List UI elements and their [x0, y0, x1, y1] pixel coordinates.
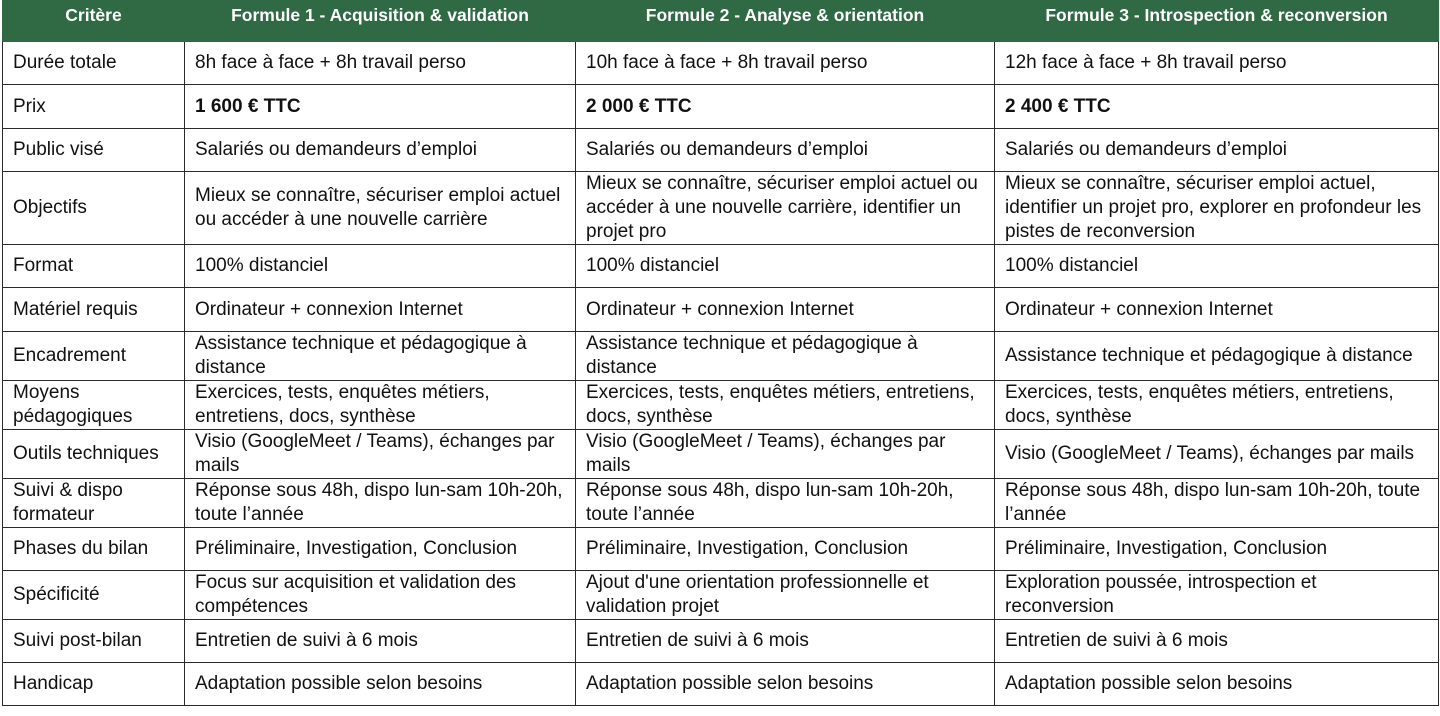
cell-formule-1: Préliminaire, Investigation, Conclusion [185, 528, 576, 571]
header-formule-1: Formule 1 - Acquisition & validation [185, 0, 576, 36]
cell-formule-2: Réponse sous 48h, dispo lun-sam 10h-20h, toute l’année [576, 479, 995, 528]
cell-formule-1: Focus sur acquisition et validation des compétences [185, 571, 576, 620]
cell-formule-1: Entretien de suivi à 6 mois [185, 620, 576, 663]
cell-formule-3: Exploration poussée, introspection et reconversion [995, 571, 1439, 620]
cell-formule-3: Visio (GoogleMeet / Teams), échanges par mails [995, 430, 1439, 479]
price-formule-1: 1 600 € TTC [185, 85, 576, 129]
row-label: Suivi post-bilan [3, 620, 185, 663]
cell-formule-1: Adaptation possible selon besoins [185, 663, 576, 706]
cell-formule-3: Préliminaire, Investigation, Conclusion [995, 528, 1439, 571]
row-label: Durée totale [3, 36, 185, 85]
row-label: Phases du bilan [3, 528, 185, 571]
row-label: Moyens pédagogiques [3, 381, 185, 430]
header-row [3, 0, 1439, 36]
table-row-duree [3, 36, 1439, 85]
cell-formule-1: Salariés ou demandeurs d’emploi [185, 129, 576, 172]
table-row-suivi-dispo [3, 479, 1439, 528]
row-label: Public visé [3, 129, 185, 172]
table-row-public [3, 129, 1439, 172]
cell-formule-1: Réponse sous 48h, dispo lun-sam 10h-20h, toute l’année [185, 479, 576, 528]
cell-formule-1: Visio (GoogleMeet / Teams), échanges par mails [185, 430, 576, 479]
row-label: Objectifs [3, 172, 185, 245]
cell-formule-2: Ordinateur + connexion Internet [576, 288, 995, 332]
cell-formule-3: Entretien de suivi à 6 mois [995, 620, 1439, 663]
cell-formule-1: Ordinateur + connexion Internet [185, 288, 576, 332]
table-row-materiel [3, 288, 1439, 332]
cell-formule-2: 10h face à face + 8h travail perso [576, 36, 995, 85]
row-label: Outils techniques [3, 430, 185, 479]
header-formule-2: Formule 2 - Analyse & orientation [576, 0, 995, 36]
row-label: Format [3, 245, 185, 288]
cell-formule-2: Salariés ou demandeurs d’emploi [576, 129, 995, 172]
table-row-phases [3, 528, 1439, 571]
cell-formule-2: Exercices, tests, enquêtes métiers, entretiens, docs, synthèse [576, 381, 995, 430]
cell-formule-3: Adaptation possible selon besoins [995, 663, 1439, 706]
table-row-prix [3, 85, 1439, 129]
cell-formule-3: 100% distanciel [995, 245, 1439, 288]
cell-formule-2: Adaptation possible selon besoins [576, 663, 995, 706]
table-row-handicap [3, 663, 1439, 706]
header-critere: Critère [3, 0, 185, 36]
table-row-encadrement [3, 332, 1439, 381]
row-label: Spécificité [3, 571, 185, 620]
price-formule-2: 2 000 € TTC [576, 85, 995, 129]
cell-formule-1: Exercices, tests, enquêtes métiers, entretiens, docs, synthèse [185, 381, 576, 430]
cell-formule-2: 100% distanciel [576, 245, 995, 288]
price-formule-3: 2 400 € TTC [995, 85, 1439, 129]
table-row-objectifs [3, 172, 1439, 245]
row-label: Handicap [3, 663, 185, 706]
table-row-specificite [3, 571, 1439, 620]
table-row-outils [3, 430, 1439, 479]
cell-formule-3: Assistance technique et pédagogique à distance [995, 332, 1439, 381]
comparison-table [2, 0, 1439, 706]
cell-formule-1: Mieux se connaître, sécuriser emploi actuel ou accéder à une nouvelle carrière [185, 172, 576, 245]
row-label: Matériel requis [3, 288, 185, 332]
cell-formule-2: Visio (GoogleMeet / Teams), échanges par mails [576, 430, 995, 479]
cell-formule-3: Exercices, tests, enquêtes métiers, entretiens, docs, synthèse [995, 381, 1439, 430]
table-body [3, 36, 1439, 706]
cell-formule-1: 8h face à face + 8h travail perso [185, 36, 576, 85]
table-row-format [3, 245, 1439, 288]
cell-formule-3: Mieux se connaître, sécuriser emploi actuel, identifier un projet pro, explorer en profondeur les pistes de reconversion [995, 172, 1439, 245]
cell-formule-2: Mieux se connaître, sécuriser emploi actuel ou accéder à une nouvelle carrière, identifier un projet pro [576, 172, 995, 245]
cell-formule-2: Entretien de suivi à 6 mois [576, 620, 995, 663]
cell-formule-3: 12h face à face + 8h travail perso [995, 36, 1439, 85]
table-row-moyens [3, 381, 1439, 430]
cell-formule-3: Salariés ou demandeurs d’emploi [995, 129, 1439, 172]
cell-formule-2: Assistance technique et pédagogique à distance [576, 332, 995, 381]
cell-formule-3: Ordinateur + connexion Internet [995, 288, 1439, 332]
table-row-suivi-post-bilan [3, 620, 1439, 663]
cell-formule-2: Préliminaire, Investigation, Conclusion [576, 528, 995, 571]
row-label: Encadrement [3, 332, 185, 381]
row-label: Suivi & dispo formateur [3, 479, 185, 528]
cell-formule-1: Assistance technique et pédagogique à distance [185, 332, 576, 381]
row-label: Prix [3, 85, 185, 129]
comparison-table-container [2, 0, 1438, 706]
cell-formule-3: Réponse sous 48h, dispo lun-sam 10h-20h, toute l’année [995, 479, 1439, 528]
header-formule-3: Formule 3 - Introspection & reconversion [995, 0, 1439, 36]
cell-formule-2: Ajout d'une orientation professionnelle et validation projet [576, 571, 995, 620]
cell-formule-1: 100% distanciel [185, 245, 576, 288]
table-header [3, 0, 1439, 36]
